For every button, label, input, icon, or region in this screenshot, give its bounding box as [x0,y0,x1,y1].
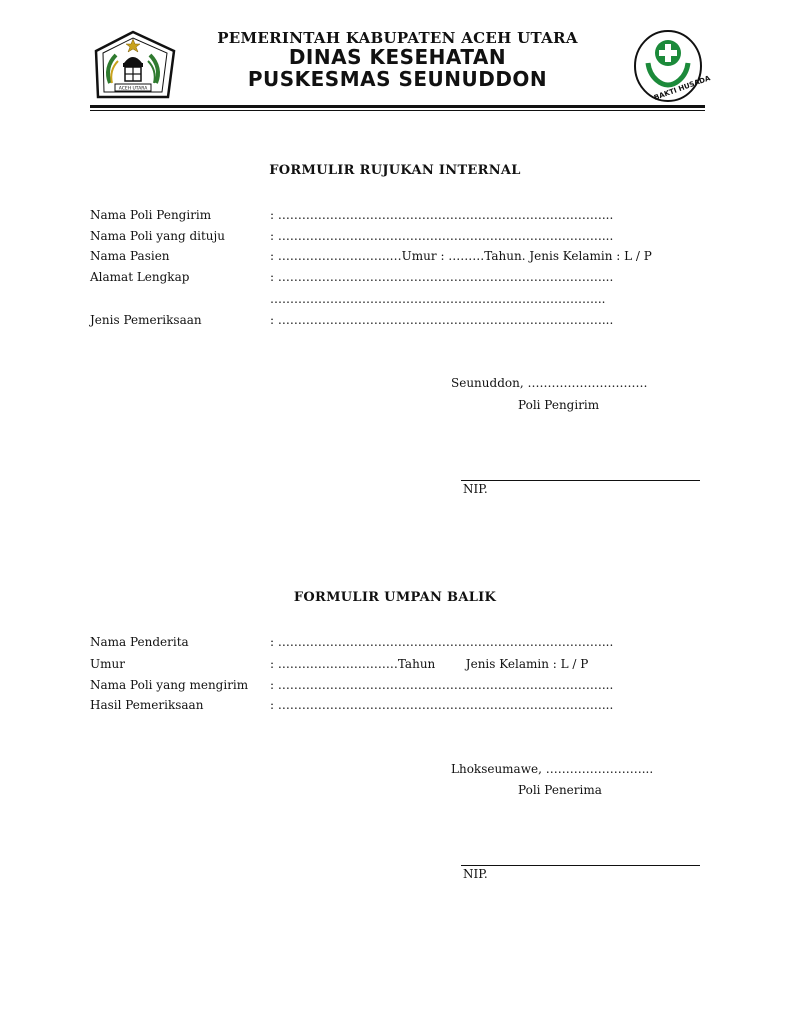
form1-field-alamat-continued[interactable]: ………………………………………………………………………... [270,292,606,306]
bakti-husada-text: BAKTI HUSADA [652,74,712,102]
form1-signer-role: Poli Pengirim [518,398,600,412]
header-department: DINAS KESEHATAN [288,45,507,69]
form1-label-jenis-pemeriksaan: Jenis Pemeriksaan [90,313,202,327]
form1-nip: NIP. [463,482,488,496]
form1-field-jenis-pemeriksaan[interactable]: : ………………………………………………………………………... [270,313,614,327]
bakti-husada-logo-icon [632,29,712,103]
form1-field-nama-pasien[interactable]: : ……………………….…Umur : ………Tahun. Jenis Kelamin : L / P [270,249,652,263]
form1-field-poli-dituju[interactable]: : ………………………………………………………………………... [270,229,614,243]
form1-field-alamat[interactable]: : ………………………………………………………………………... [270,270,614,284]
form1-field-poli-pengirim[interactable]: : ………………………………………………………………………... [270,208,614,222]
form1-label-nama-pasien: Nama Pasien [90,249,170,263]
form2-place-date: Lhokseumawe, ……………………... [451,762,654,776]
form1-title: FORMULIR RUJUKAN INTERNAL [269,163,521,178]
header-divider-thin [90,110,705,111]
form1-label-poli-pengirim: Nama Poli Pengirim [90,208,212,222]
form2-label-hasil-pemeriksaan: Hasil Pemeriksaan [90,698,204,712]
emblem-ribbon-text: ACEH UTARA [118,86,148,92]
form1-label-alamat: Alamat Lengkap [90,270,190,284]
form2-field-nama-penderita[interactable]: : ………………………………………………………………………... [270,635,614,649]
form1-place-date: Seunuddon, ………………………… [451,376,648,390]
form1-signature-line [461,480,700,481]
form2-field-hasil-pemeriksaan[interactable]: : ………………………………………………………………………... [270,698,614,712]
form2-field-poli-mengirim[interactable]: : ………………………………………………………………………... [270,678,614,692]
form1-label-poli-dituju: Nama Poli yang dituju [90,229,225,243]
form2-title: FORMULIR UMPAN BALIK [293,590,497,605]
form2-label-poli-mengirim: Nama Poli yang mengirim [90,678,249,692]
header-government: PEMERINTAH KABUPATEN ACEH UTARA [217,29,578,47]
header-divider-thick [90,105,705,108]
form2-nip: NIP. [463,867,488,881]
form2-field-umur[interactable]: : …………………………Tahun Jenis Kelamin : L / P [270,657,589,671]
header-puskesmas: PUSKESMAS SEUNUDDON [247,67,548,91]
form2-label-umur: Umur [90,657,125,671]
form2-label-nama-penderita: Nama Penderita [90,635,189,649]
form2-signer-role: Poli Penerima [518,783,602,797]
form2-signature-line [461,865,700,866]
